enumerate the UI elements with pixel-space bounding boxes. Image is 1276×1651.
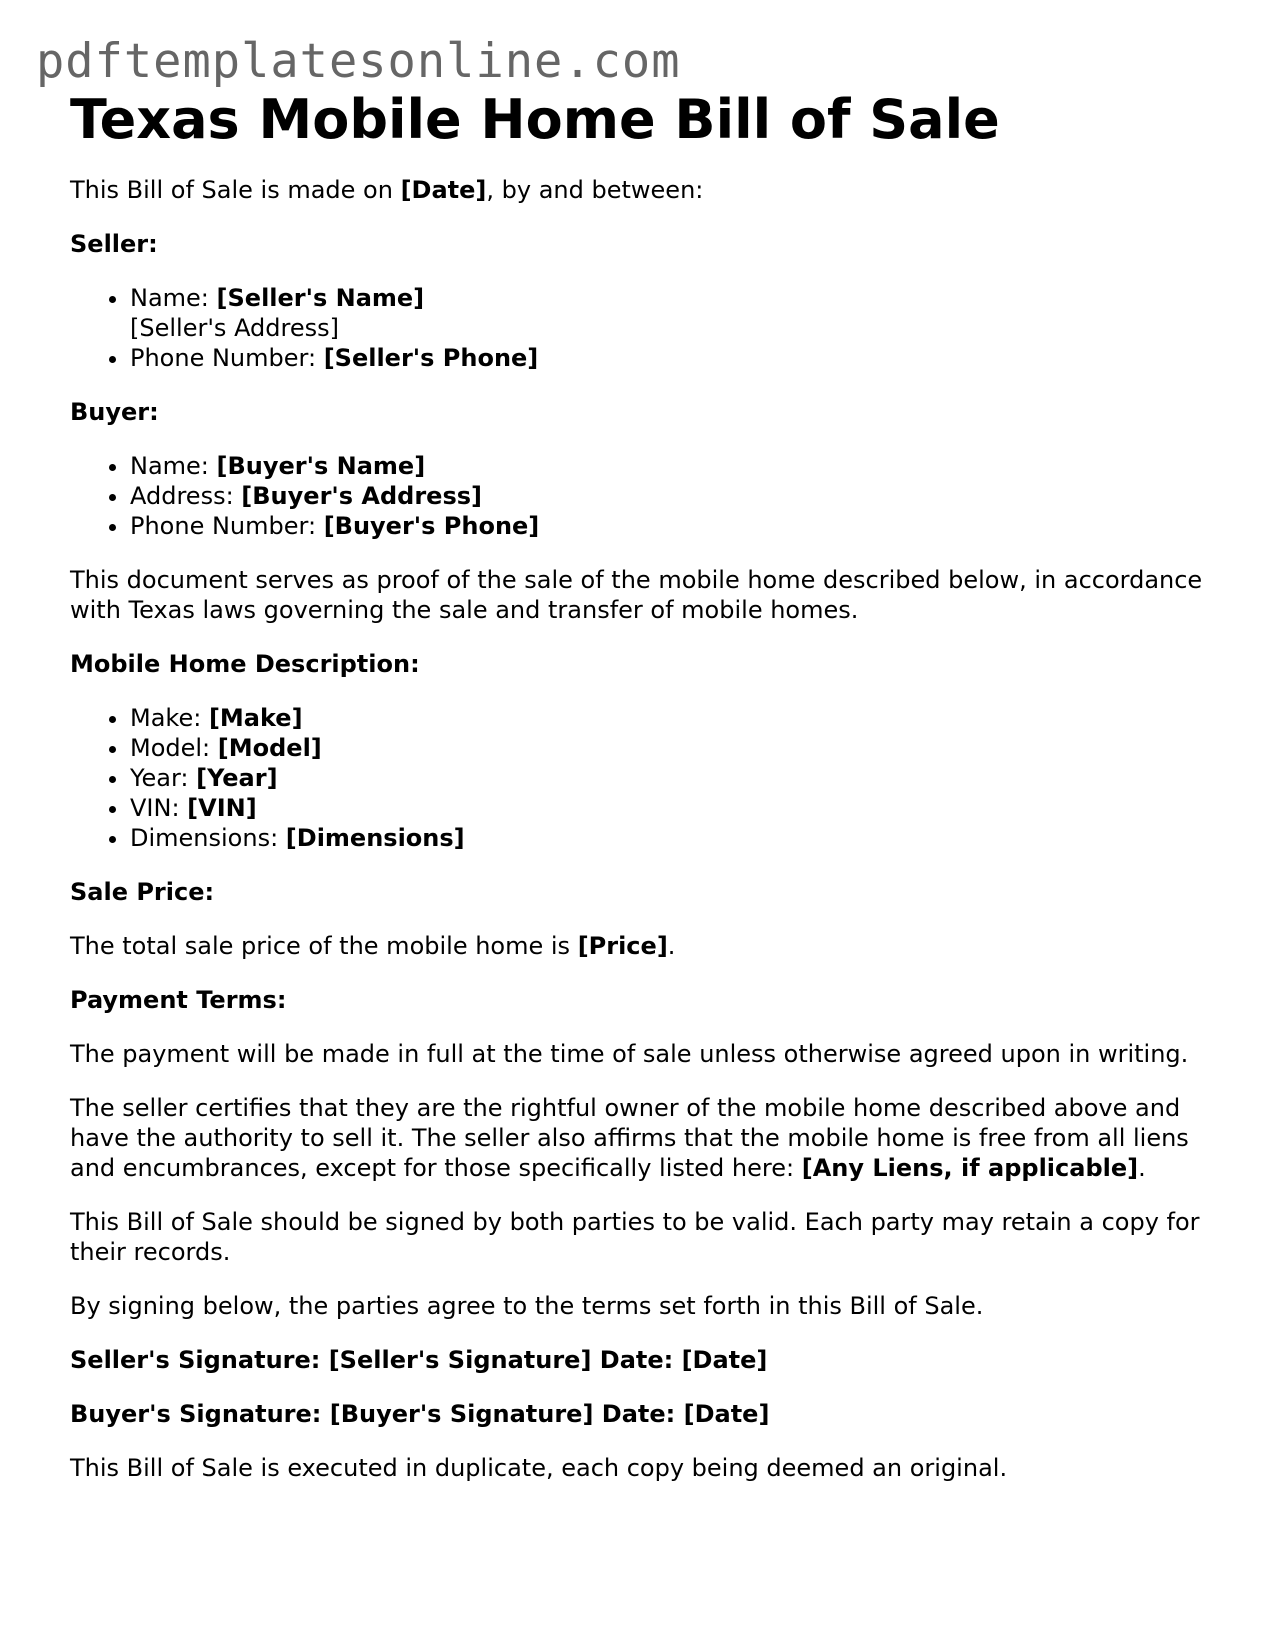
description-item-model: • Model: [Model] xyxy=(130,733,1210,763)
description-heading: Mobile Home Description: xyxy=(70,650,420,678)
buyer-name-value: [Buyer's Name] xyxy=(216,452,426,480)
buyer-name-item: • Name: [Buyer's Name] xyxy=(130,451,1210,481)
validity-paragraph: This Bill of Sale should be signed by both parties to be valid. Each party may retain a copy for their records. xyxy=(70,1208,1200,1266)
document-title: Texas Mobile Home Bill of Sale xyxy=(70,88,1000,151)
watermark: pdftemplatesonline.com xyxy=(36,34,681,89)
description-item-dimensions: • Dimensions: [Dimensions] xyxy=(130,823,1210,853)
seller-name-item: • Name: [Seller's Name] [Seller's Address] xyxy=(130,283,1210,343)
seller-phone-value: [Seller's Phone] xyxy=(323,344,539,372)
buyer-phone-value: [Buyer's Phone] xyxy=(323,512,540,540)
intro-suffix: , by and between: xyxy=(486,176,704,204)
buyer-address-value: [Buyer's Address] xyxy=(241,482,482,510)
seller-signature-line: Seller's Signature: [Seller's Signature] Date: [Date] xyxy=(70,1346,768,1374)
certification-paragraph: The seller certifies that they are the rightful owner of the mobile home described above and have the authority to sell it. The seller also affirms that the mobile home is free from all liens and encumbrances, except for those specifically listed here: [Any Liens, if applicable]. xyxy=(70,1094,1189,1182)
buyer-address-item: • Address: [Buyer's Address] xyxy=(130,481,1210,511)
closing-paragraph: This Bill of Sale is executed in duplicate, each copy being deemed an original. xyxy=(70,1454,1008,1482)
payment-terms-paragraph: The payment will be made in full at the time of sale unless otherwise agreed upon in writing. xyxy=(70,1040,1189,1068)
seller-phone-item: • Phone Number: [Seller's Phone] xyxy=(130,343,1210,373)
sale-price-heading: Sale Price: xyxy=(70,878,215,906)
seller-heading: Seller: xyxy=(70,230,158,258)
payment-terms-heading: Payment Terms: xyxy=(70,986,287,1014)
agreement-paragraph: By signing below, the parties agree to the terms set forth in this Bill of Sale. xyxy=(70,1292,984,1320)
description-item-vin: • VIN: [VIN] xyxy=(130,793,1210,823)
sale-price-paragraph: The total sale price of the mobile home is [Price]. xyxy=(70,932,676,960)
intro-date: [Date] xyxy=(400,176,487,204)
document-body xyxy=(70,88,1210,1483)
buyer-heading: Buyer: xyxy=(70,398,159,426)
seller-address-value: [Seller's Address] xyxy=(130,314,340,342)
buyer-signature-line: Buyer's Signature: [Buyer's Signature] Date: [Date] xyxy=(70,1400,770,1428)
intro-paragraph xyxy=(70,175,1210,205)
proof-paragraph: This document serves as proof of the sale of the mobile home described below, in accordance with Texas laws governing the sale and transfer of mobile homes. xyxy=(70,566,1203,624)
buyer-list xyxy=(70,451,1210,541)
intro-prefix: This Bill of Sale is made on xyxy=(70,176,401,204)
description-list xyxy=(70,703,1210,853)
liens-value: [Any Liens, if applicable] xyxy=(801,1154,1139,1182)
buyer-phone-item: • Phone Number: [Buyer's Phone] xyxy=(130,511,1210,541)
description-item-make: • Make: [Make] xyxy=(130,703,1210,733)
sale-price-value: [Price] xyxy=(577,932,668,960)
seller-list xyxy=(70,283,1210,373)
description-item-year: • Year: [Year] xyxy=(130,763,1210,793)
seller-name-value: [Seller's Name] xyxy=(216,284,425,312)
